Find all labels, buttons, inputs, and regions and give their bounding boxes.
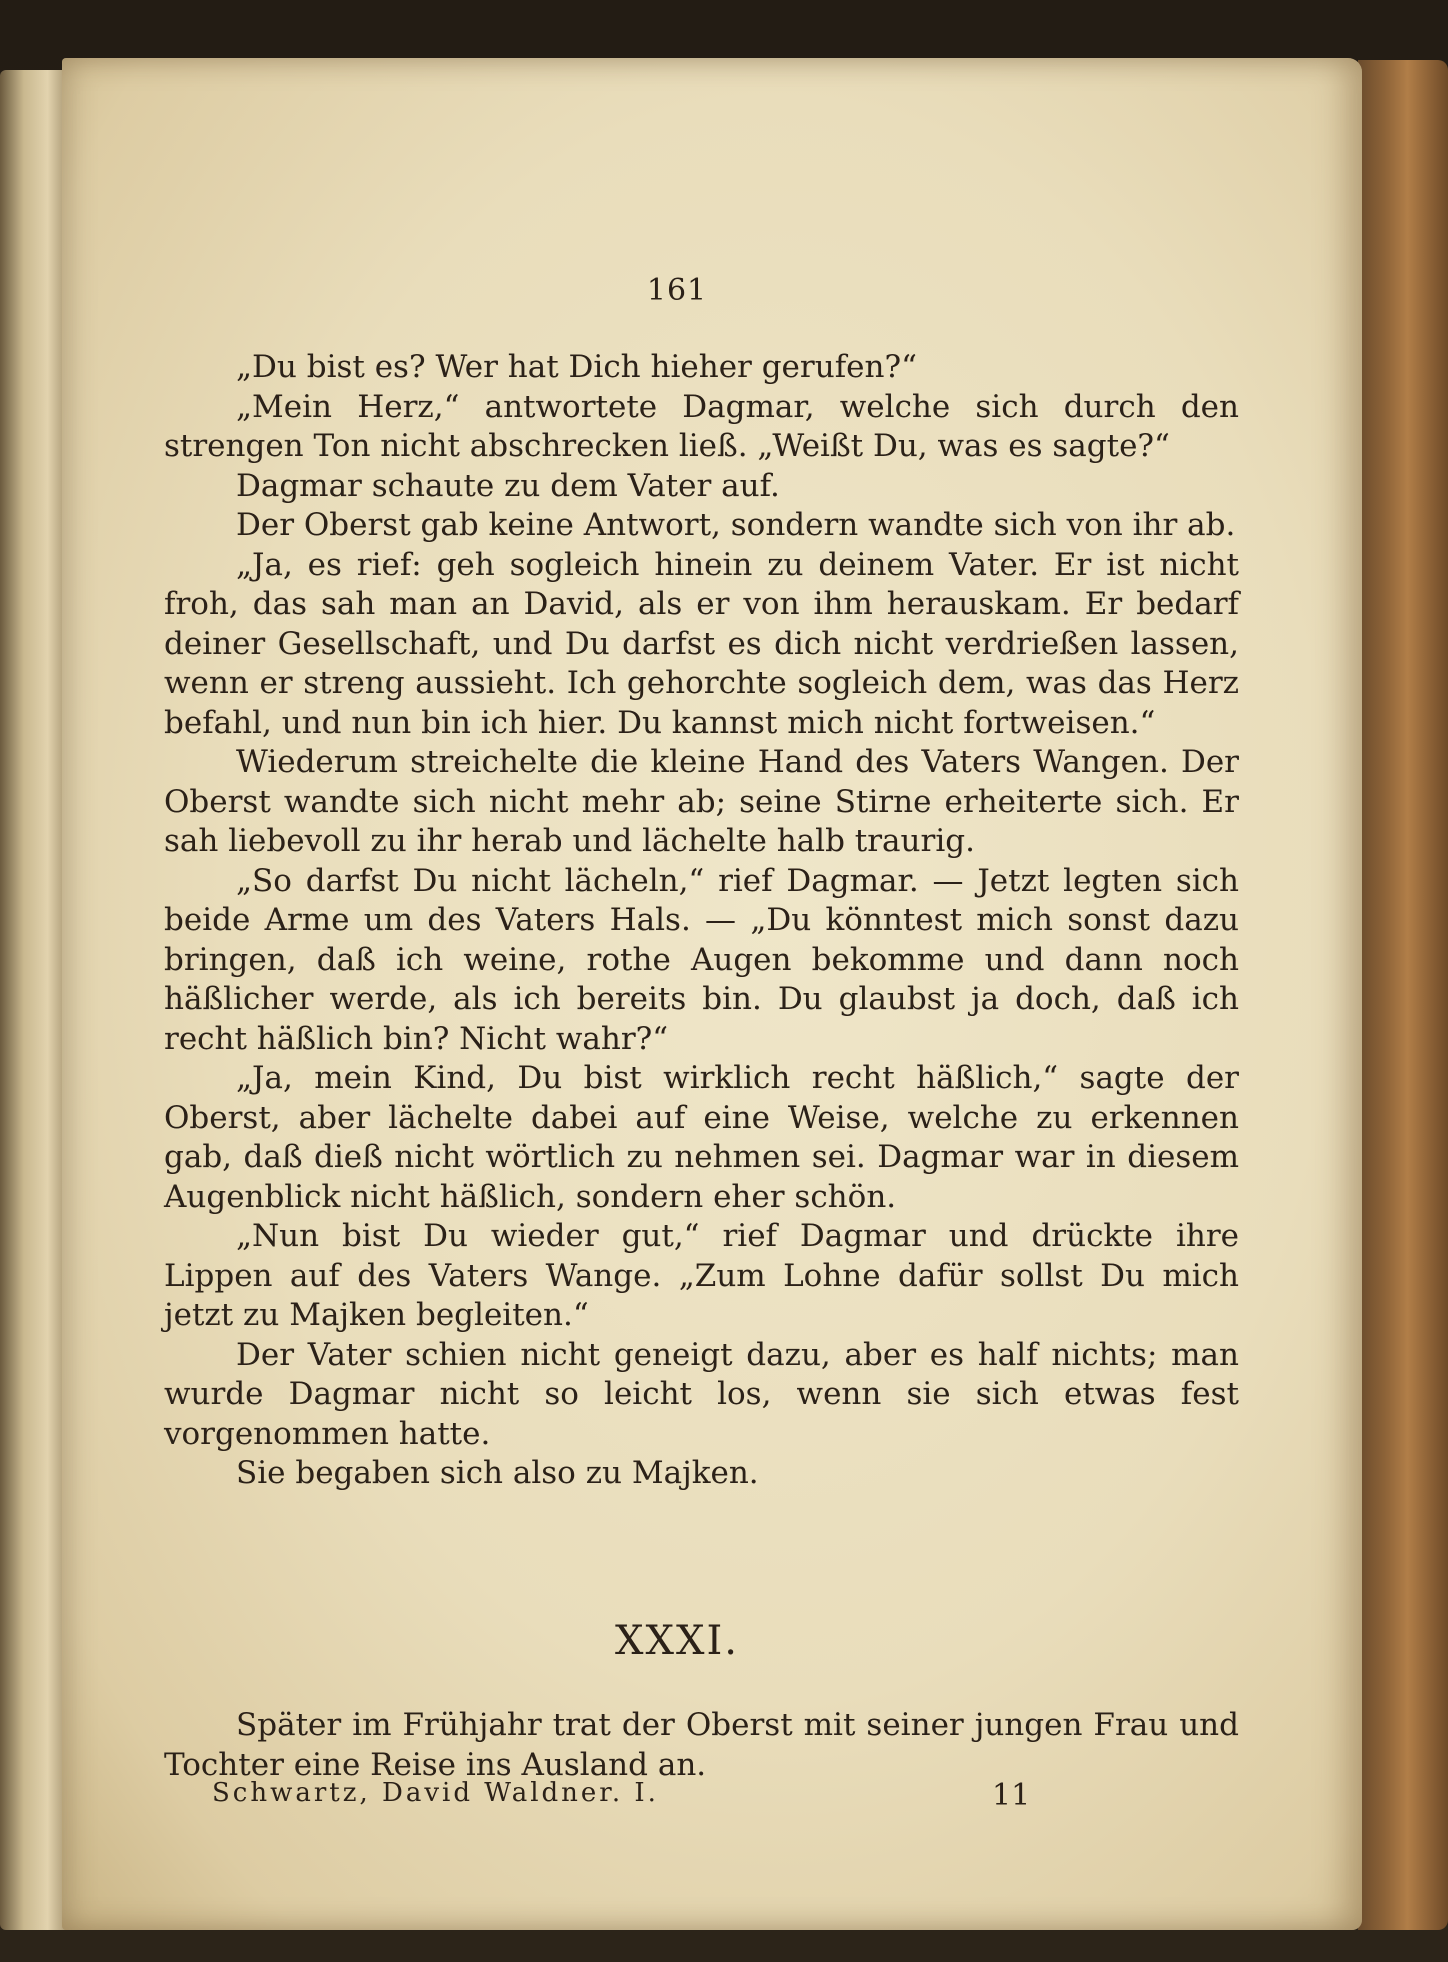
chapter-heading: XXXI.: [615, 1618, 739, 1664]
paragraph: Später im Frühjahr trat der Oberst mit seiner jungen Frau und Tochter eine Reise ins Ausland an.: [164, 1707, 1239, 1783]
paragraph: Dagmar schaute zu dem Vater auf.: [236, 467, 780, 504]
paragraph: Wiederum streichelte die kleine Hand des Vaters Wangen. Der Oberst wandte sich nicht mehr ab; seine Stirne erheiterte sich. Er sah liebevoll zu ihr herab und lächelte halb traurig.: [164, 744, 1239, 859]
paragraph: „Mein Herz,“ antwortete Dagmar, welche sich durch den strengen Ton nicht abschrecken ließ. „Weißt Du, was es sagte?“: [164, 388, 1239, 464]
paragraph: „Ja, es rief: geh sogleich hinein zu deinem Vater. Er ist nicht froh, das sah man an David, als er von ihm herauskam. Er bedarf deiner Gesellschaft, und Du darfst es dich nicht verdrießen lassen, wenn er streng aussieht. Ich gehorchte sogleich dem, was das Herz befahl, und nun bin ich hier. Du kannst mich nicht fortweisen.“: [164, 546, 1239, 741]
paragraph: „So darfst Du nicht lächeln,“ rief Dagmar. — Jetzt legten sich beide Arme um des Vaters Hals. — „Du könntest mich sonst dazu bringen, daß ich weine, rothe Augen bekomme und dann noch häßlicher werde, als ich bereits bin. Du glaubst ja doch, daß ich recht häßlich bin? Nicht wahr?“: [164, 862, 1239, 1057]
paragraph: „Du bist es? Wer hat Dich hieher gerufen?“: [236, 349, 917, 385]
paragraph: Sie begaben sich also zu Majken.: [236, 1455, 759, 1491]
paragraph: Der Oberst gab keine Antwort, sondern wandte sich von ihr ab.: [236, 507, 1236, 543]
book-cover-edge: [1358, 60, 1448, 1930]
paragraph: „Ja, mein Kind, Du bist wirklich recht häßlich,“ sagte der Oberst, aber lächelte dabei auf eine Weise, welche zu erkennen gab, daß dieß nicht wörtlich zu nehmen sei. Dagmar war in diesem Augenblick nicht häßlich, sondern eher schön.: [164, 1060, 1239, 1215]
paragraph: „Nun bist Du wieder gut,“ rief Dagmar und drückte ihre Lippen auf des Vaters Wange. „Zum Lohne dafür sollst Du mich jetzt zu Majken begleiten.“: [164, 1218, 1239, 1333]
footer-signature-line: Schwartz, David Waldner. I.: [212, 1778, 659, 1808]
body-text: [164, 348, 1239, 1494]
paragraph: Der Vater schien nicht geneigt dazu, aber es half nichts; man wurde Dagmar nicht so leicht los, wenn sie sich etwas fest vorgenommen hatte.: [164, 1336, 1239, 1452]
left-page-edge: [0, 70, 68, 1930]
page-number: 161: [646, 273, 708, 308]
signature-mark: 11: [992, 1778, 1031, 1813]
book-page: [62, 58, 1362, 1930]
